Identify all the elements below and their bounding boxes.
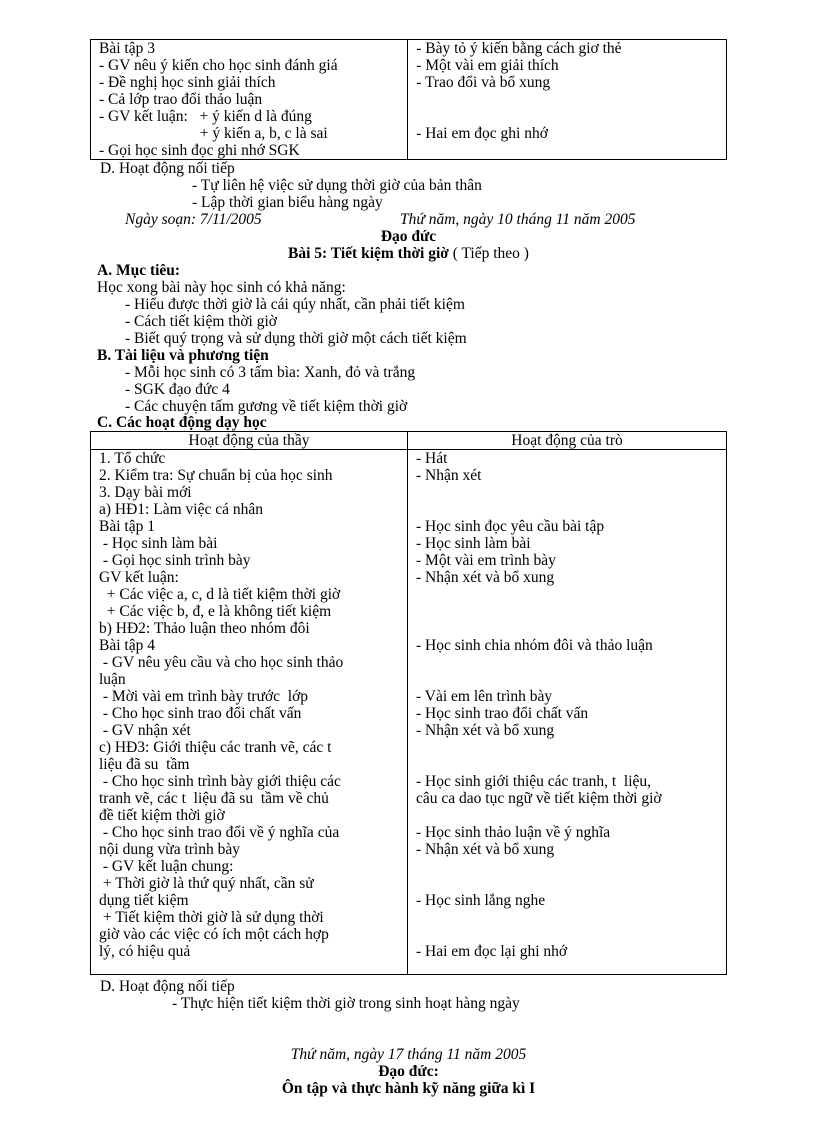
cell-line: - GV kết luận: + ý kiến d là đúng <box>99 108 312 125</box>
cell-line: - Học sinh giới thiệu các tranh, t liệu, <box>416 773 652 790</box>
cell-line: lý, có hiệu quả <box>99 943 191 960</box>
header-teacher: Hoạt động của thầy <box>91 432 408 450</box>
cell-line: câu ca dao tục ngữ về tiết kiệm thời giờ <box>416 790 662 807</box>
cell-line: giờ vào các việc có ích một cách hợp <box>99 926 329 943</box>
cell-line: 3. Dạy bài mới <box>99 484 192 501</box>
objective-item: - Hiểu được thời giờ là cái qúy nhất, cần phải tiết kiệm <box>125 296 465 313</box>
main-activity-table <box>90 431 727 975</box>
cell-line: - Bày tỏ ý kiến bằng cách giơ thẻ <box>416 40 622 57</box>
section-c-title: C. Các hoạt động dạy học <box>97 414 267 431</box>
cell-line <box>416 501 726 518</box>
cell-line: + Các việc b, đ, e là không tiết kiệm <box>99 603 332 620</box>
lesson-title-suffix: ( Tiếp theo ) <box>448 245 529 262</box>
cell-line: - Đề nghị học sinh giải thích <box>99 74 276 91</box>
table-row <box>91 450 727 975</box>
cell-line: - Trao đổi và bổ xung <box>416 74 551 91</box>
cell-line: - Cho học sinh trao đổi về ý nghĩa của <box>99 824 340 841</box>
header-student: Hoạt động của trò <box>408 432 727 450</box>
cell-line <box>416 875 726 892</box>
cell-line: + Thời giờ là thứ quý nhất, cần sử <box>99 875 314 892</box>
cell-line: liệu đã su tầm <box>99 756 190 773</box>
cell-line: - Học sinh làm bài <box>99 535 218 552</box>
cell-line <box>416 756 726 773</box>
cell-line <box>416 142 726 159</box>
cell-line: 1. Tổ chức <box>99 450 166 467</box>
cell-line: - GV nhận xét <box>99 722 191 739</box>
cell-line: - Nhận xét và bổ xung <box>416 722 555 739</box>
table-header-row <box>91 432 727 450</box>
subject-heading: Đạo đức: <box>378 1063 439 1080</box>
cell-line <box>416 108 726 125</box>
cell-line <box>416 91 726 108</box>
lesson-title <box>90 245 727 262</box>
cell-line: b) HĐ2: Thảo luận theo nhóm đôi <box>99 620 310 637</box>
cell-line <box>416 807 726 824</box>
followup-item: - Tự liên hệ việc sử dụng thời giờ của bản thân <box>192 177 482 194</box>
cell-line: + ý kiến a, b, c là sai <box>99 125 328 142</box>
material-item: - SGK đạo đức 4 <box>125 381 230 398</box>
teaching-date: Thứ năm, ngày 17 tháng 11 năm 2005 <box>290 1046 527 1063</box>
cell-line: - Gọi học sinh đọc ghi nhớ SGK <box>99 142 300 159</box>
subject-heading: Đạo đức <box>380 228 437 245</box>
cell-line: Bài tập 1 <box>99 518 155 535</box>
section-b-title: B. Tài liệu và phương tiện <box>97 347 269 364</box>
top-activity-table <box>90 39 727 160</box>
cell-line <box>416 603 726 620</box>
cell-line: - Cả lớp trao đổi thảo luận <box>99 91 263 108</box>
cell-line: - Vài em lên trình bày <box>416 688 553 705</box>
cell-line: + Tiết kiệm thời giờ là sử dụng thời <box>99 909 324 926</box>
followup-title: D. Hoạt động nối tiếp <box>100 978 235 995</box>
cell-line: - Hát <box>416 450 448 467</box>
lesson-title-main: Bài 5: Tiết kiệm thời giờ <box>288 245 449 262</box>
cell-line: tranh vẽ, các t liệu đã su tầm về chủ <box>99 790 329 807</box>
cell-line: - Hai em đọc ghi nhớ <box>416 125 548 142</box>
table-row <box>91 40 727 160</box>
cell-line <box>416 654 726 671</box>
cell-line: nội dung vừa trình bày <box>99 841 240 858</box>
material-item: - Các chuyện tấm gương về tiết kiệm thời giờ <box>125 398 408 415</box>
cell-line <box>416 858 726 875</box>
lesson-title: Ôn tập và thực hành kỹ năng giữa kì I <box>281 1080 536 1097</box>
cell-line: - Mời vài em trình bày trước lớp <box>99 688 309 705</box>
cell-line: - GV kết luận chung: <box>99 858 234 875</box>
objective-item: - Cách tiết kiệm thời giờ <box>125 313 277 330</box>
material-item: - Mỗi học sinh có 3 tấm bìa: Xanh, đỏ và trắng <box>125 364 416 381</box>
cell-line: - Cho học sinh trình bày giới thiệu các <box>99 773 341 790</box>
cell-line <box>416 926 726 943</box>
cell-line: - Nhận xét và bổ xung <box>416 841 555 858</box>
cell-line: - Học sinh làm bài <box>416 535 531 552</box>
cell-line: - Gọi học sinh trình bày <box>99 552 251 569</box>
cell-line: - Học sinh lắng nghe <box>416 892 546 909</box>
cell-line <box>416 739 726 756</box>
cell-line: - Học sinh chia nhóm đôi và thảo luận <box>416 637 653 654</box>
cell-line: - Một vài em trình bày <box>416 552 556 569</box>
section-a-title: A. Mục tiêu: <box>97 262 181 279</box>
cell-line: GV kết luận: <box>99 569 179 586</box>
cell-line <box>416 671 726 688</box>
cell-line: - Nhận xét và bổ xung <box>416 569 555 586</box>
cell-line: c) HĐ3: Giới thiệu các tranh vẽ, các t <box>99 739 332 756</box>
followup-item: - Thực hiện tiết kiệm thời giờ trong sinh hoạt hàng ngày <box>172 995 520 1012</box>
teaching-date: Thứ năm, ngày 10 tháng 11 năm 2005 <box>400 211 636 228</box>
cell-line: - Cho học sinh trao đổi chất vấn <box>99 705 302 722</box>
cell-line: luận <box>99 671 126 688</box>
cell-line: a) HĐ1: Làm việc cá nhân <box>99 501 263 518</box>
cell-line: - Một vài em giải thích <box>416 57 559 74</box>
cell-line: dụng tiết kiệm <box>99 892 189 909</box>
cell-line: 2. Kiểm tra: Sự chuẩn bị của học sinh <box>99 467 333 484</box>
cell-line <box>416 484 726 501</box>
teacher-column <box>91 40 408 160</box>
cell-line: - Nhận xét <box>416 467 482 484</box>
cell-line: - Hai em đọc lại ghi nhớ <box>416 943 568 960</box>
objective-item: - Biết quý trọng và sử dụng thời giờ một cách tiết kiệm <box>125 330 467 347</box>
cell-line: Bài tập 3 <box>99 40 155 57</box>
preparation-date: Ngày soạn: 7/11/2005 <box>125 211 262 228</box>
cell-line <box>416 586 726 603</box>
followup-item: - Lập thời gian biểu hàng ngày <box>192 194 383 211</box>
cell-line: - Học sinh thảo luận về ý nghĩa <box>416 824 611 841</box>
section-a-intro: Học xong bài này học sinh có khả năng: <box>97 279 346 296</box>
cell-line <box>416 909 726 926</box>
student-column <box>408 40 727 160</box>
cell-line: đề tiết kiệm thời giờ <box>99 807 225 824</box>
cell-line: - GV nêu yêu cầu và cho học sinh thảo <box>99 654 344 671</box>
cell-line: - Học sinh trao đổi chất vấn <box>416 705 589 722</box>
followup-title: D. Hoạt động nối tiếp <box>100 160 235 177</box>
cell-line: + Các việc a, c, d là tiết kiệm thời giờ <box>99 586 341 603</box>
cell-line: - Học sinh đọc yêu cầu bài tập <box>416 518 605 535</box>
student-column <box>408 450 727 975</box>
cell-line <box>416 620 726 637</box>
teacher-column <box>91 450 408 975</box>
cell-line: - GV nêu ý kiến cho học sinh đánh giá <box>99 57 338 74</box>
cell-line: Bài tập 4 <box>99 637 155 654</box>
